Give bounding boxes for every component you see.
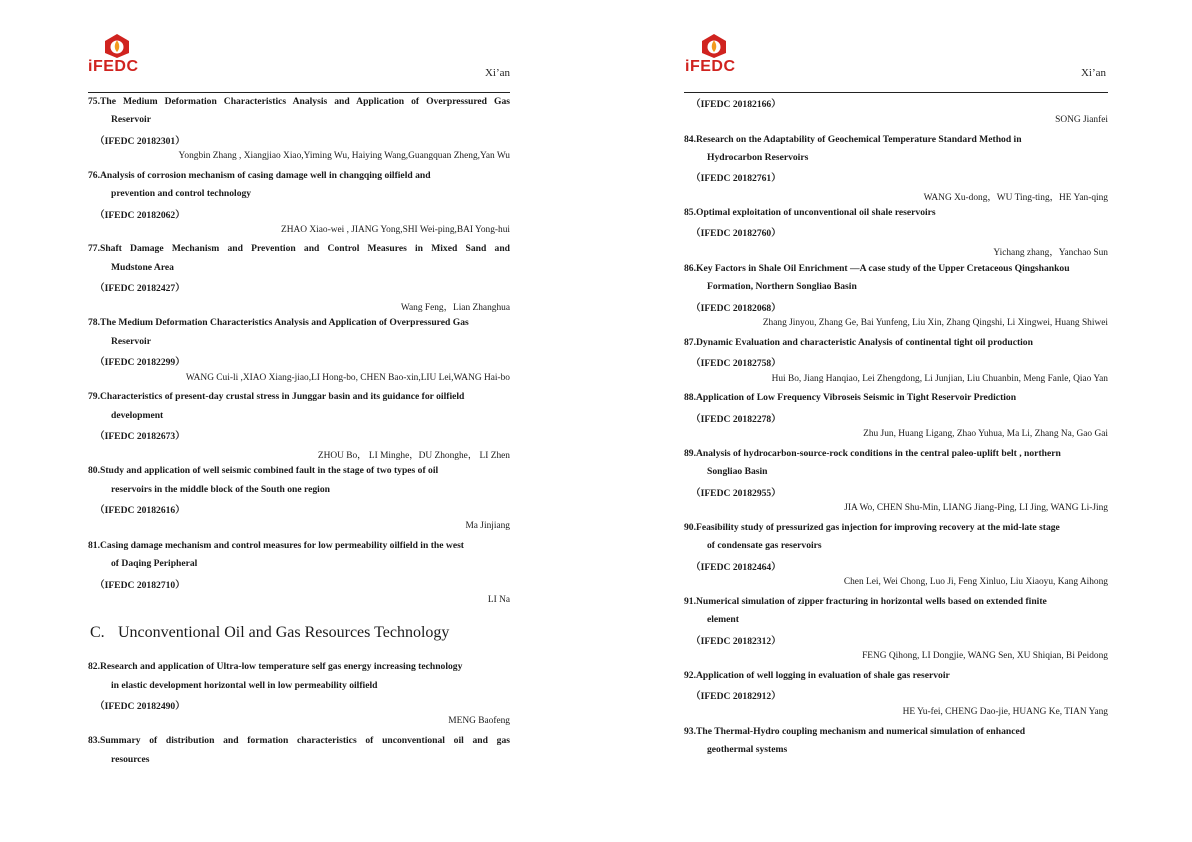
entry-id: （IFEDC 20182464） (691, 562, 781, 573)
entry-title-cont: geothermal systems (707, 744, 788, 755)
entry-authors: ZHOU Bo， LI Minghe，DU Zhonghe， LI Zhen (317, 451, 510, 461)
entry-title-cont: element (707, 614, 739, 625)
entry-title: 83.Summary of distribution and formation characteristics of unconventional oil and gas (88, 735, 510, 746)
entry-title: 87.Dynamic Evaluation and characteristic Analysis of continental tight oil production (684, 337, 1033, 348)
entry-authors: Zhang Jinyou, Zhang Ge, Bai Yunfeng, Liu Xin, Zhang Qingshi, Li Xingwei, Huang Shiwei (762, 318, 1108, 328)
entry-authors: Yichang zhang，Yanchao Sun (993, 248, 1108, 258)
entry-authors: Wang Feng，Lian Zhanghua (400, 303, 510, 313)
header-city: Xi’an (1080, 67, 1106, 79)
entry-authors: SONG Jianfei (1055, 115, 1108, 125)
ifedc-emblem-icon (102, 33, 132, 59)
ifedc-logo (87, 33, 147, 81)
entry-title: 90.Feasibility study of pressurized gas injection for improving recovery at the mid-late stage (684, 522, 1060, 533)
entry-id: （IFEDC 20182278） (691, 414, 781, 425)
entry-id: （IFEDC 20182299） (95, 357, 185, 368)
header-rule (684, 92, 1108, 93)
entry-authors: MENG Baofeng (448, 716, 510, 726)
entry-authors: ZHAO Xiao-wei , JIANG Yong,SHI Wei-ping,BAI Yong-hui (280, 225, 510, 235)
entry-id: （IFEDC 20182166） (691, 99, 781, 110)
entry-authors: HE Yu-fei, CHENG Dao-jie, HUANG Ke, TIAN Yang (902, 707, 1108, 717)
entry-title: 81.Casing damage mechanism and control measures for low permeability oilfield in the west (88, 540, 465, 551)
entry-id: （IFEDC 20182912） (691, 691, 781, 702)
entry-title: 82.Research and application of Ultra-low temperature self gas energy increasing technology (88, 661, 463, 672)
entry-id: （IFEDC 20182758） (691, 358, 781, 369)
entry-authors: Yongbin Zhang , Xiangjiao Xiao,Yiming Wu, Haiying Wang,Guangquan Zheng,Yan Wu (178, 151, 510, 161)
entry-authors: WANG Xu-dong，WU Ting-ting，HE Yan-qing (923, 193, 1108, 203)
entry-authors: Ma Jinjiang (465, 521, 510, 531)
entry-title-cont: of Daqing Peripheral (111, 558, 198, 569)
entry-title: 76.Analysis of corrosion mechanism of casing damage well in changqing oilfield and (88, 170, 431, 181)
entry-id: （IFEDC 20182673） (95, 431, 185, 442)
entry-title-cont: in elastic development horizontal well in low permeability oilfield (111, 680, 378, 691)
entry-title-cont: Songliao Basin (707, 466, 768, 477)
entry-authors: Hui Bo, Jiang Hanqiao, Lei Zhengdong, Li Junjian, Liu Chuanbin, Meng Fanle, Qiao Yan (771, 374, 1108, 384)
entry-title-cont: Reservoir (111, 114, 151, 125)
entry-authors: WANG Cui-li ,XIAO Xiang-jiao,LI Hong-bo, CHEN Bao-xin,LIU Lei,WANG Hai-bo (185, 373, 510, 383)
entry-title: 79.Characteristics of present-day crustal stress in Junggar basin and its guidance for oilfield (88, 391, 465, 402)
entry-title-cont: Formation, Northern Songliao Basin (707, 281, 857, 292)
entry-title-cont: resources (111, 754, 150, 765)
entry-title-cont: Hydrocarbon Reservoirs (707, 152, 809, 163)
entry-title: 92.Application of well logging in evaluation of shale gas reservoir (684, 670, 950, 681)
entry-title-cont: Reservoir (111, 336, 151, 347)
entry-title-cont: prevention and control technology (111, 188, 252, 199)
entry-title-cont: development (111, 410, 164, 421)
entry-title-cont: reservoirs in the middle block of the South one region (111, 484, 330, 495)
section-title: Unconventional Oil and Gas Resources Technology (118, 624, 450, 641)
entry-title-cont: of condensate gas reservoirs (707, 540, 822, 551)
entry-title: 77.Shaft Damage Mechanism and Prevention and Control Measures in Mixed Sand and (88, 243, 510, 254)
entry-title: 86.Key Factors in Shale Oil Enrichment —A case study of the Upper Cretaceous Qingshankou (684, 263, 1070, 274)
logo-text: iFEDC (88, 58, 139, 75)
entry-authors: Chen Lei, Wei Chong, Luo Ji, Feng Xinluo, Liu Xiaoyu, Kang Aihong (843, 577, 1108, 587)
entry-title-cont: Mudstone Area (111, 262, 174, 273)
entry-title: 85.Optimal exploitation of unconventional oil shale reservoirs (684, 207, 936, 218)
entry-title: 91.Numerical simulation of zipper fracturing in horizontal wells based on extended finite (684, 596, 1047, 607)
entry-title: 89.Analysis of hydrocarbon-source-rock conditions in the central paleo-uplift belt , northern (684, 448, 1061, 459)
logo-text: iFEDC (685, 58, 736, 75)
header-rule (88, 92, 510, 93)
entry-id: （IFEDC 20182062） (95, 210, 185, 221)
entry-id: （IFEDC 20182301） (95, 136, 185, 147)
entry-id: （IFEDC 20182490） (95, 701, 185, 712)
right-page (596, 0, 1192, 842)
entry-id: （IFEDC 20182761） (691, 173, 781, 184)
entry-title: 88.Application of Low Frequency Vibroseis Seismic in Tight Reservoir Prediction (684, 392, 1017, 403)
entry-id: （IFEDC 20182427） (95, 283, 185, 294)
section-letter: C. (90, 624, 105, 641)
entry-id: （IFEDC 20182616） (95, 505, 185, 516)
entry-id: （IFEDC 20182312） (691, 636, 781, 647)
entry-authors: FENG Qihong, LI Dongjie, WANG Sen, XU Shiqian, Bi Peidong (862, 651, 1108, 661)
entry-id: （IFEDC 20182760） (691, 228, 781, 239)
entry-id: （IFEDC 20182955） (691, 488, 781, 499)
entry-title: 78.The Medium Deformation Characteristics Analysis and Application of Overpressured Gas (88, 317, 469, 328)
ifedc-emblem-icon (699, 33, 729, 59)
header-city: Xi’an (484, 67, 510, 79)
entry-authors: LI Na (487, 595, 510, 605)
entry-id: （IFEDC 20182710） (95, 580, 185, 591)
entry-title: 84.Research on the Adaptability of Geochemical Temperature Standard Method in (684, 134, 1022, 145)
entry-authors: Zhu Jun, Huang Ligang, Zhao Yuhua, Ma Li, Zhang Na, Gao Gai (863, 429, 1108, 439)
entry-title: 93.The Thermal-Hydro coupling mechanism and numerical simulation of enhanced (684, 726, 1026, 737)
entry-title: 75.The Medium Deformation Characteristics Analysis and Application of Overpressured Gas (88, 96, 510, 107)
entry-title: 80.Study and application of well seismic combined fault in the stage of two types of oil (88, 465, 439, 476)
entry-id: （IFEDC 20182068） (691, 303, 781, 314)
entry-authors: JIA Wo, CHEN Shu-Min, LIANG Jiang-Ping, LI Jing, WANG Li-Jing (844, 503, 1108, 513)
ifedc-logo (684, 33, 744, 81)
